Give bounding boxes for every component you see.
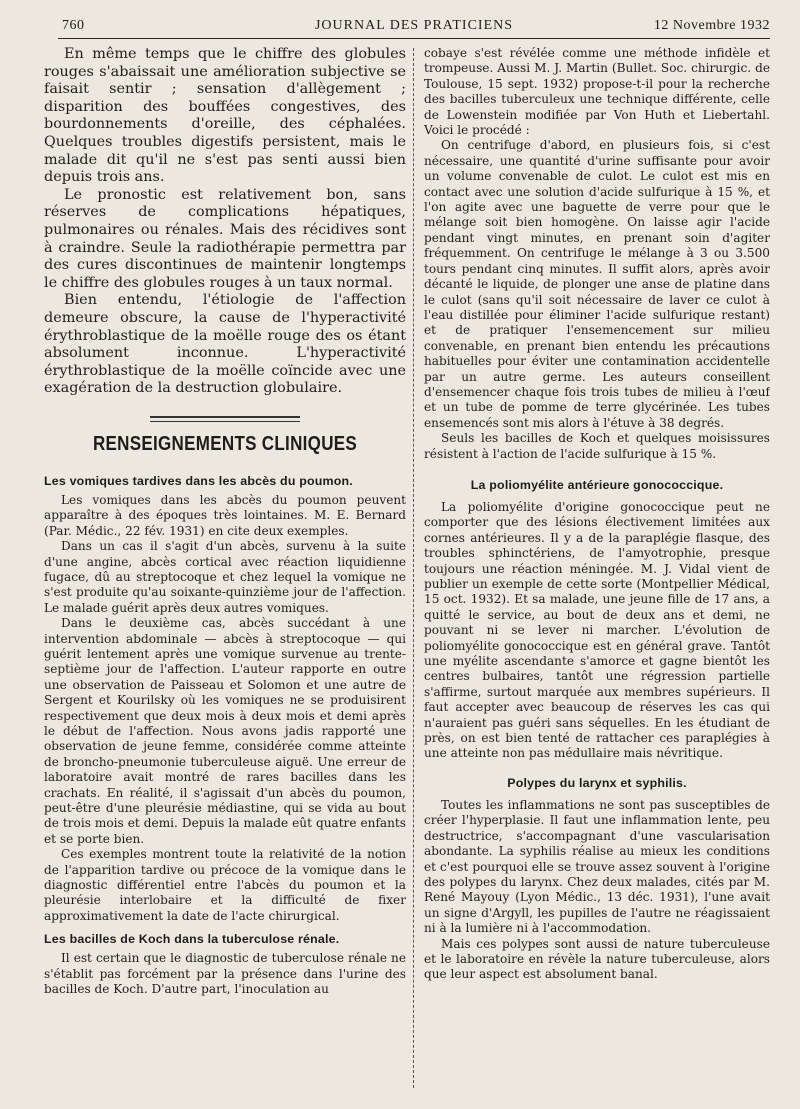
paragraph: cobaye s'est révélée comme une méthode infidèle et trompeuse. Aussi M. J. Martin (Bullet. Soc. chirurgic. de Toulouse, 15 sept. 1932) propose-t-il pour la recherche des bacilles tuberculeux une technique différente, celle de Lowenstein modifiée par Von Huth et Liebertahl. Voici le procédé : — [424, 46, 770, 138]
right-column — [424, 46, 770, 983]
paragraph: Les vomiques dans les abcès du poumon peuvent apparaître à des époques très lointaines. M. E. Bernard (Par. Médic., 22 fév. 1931) en cite deux exemples. — [44, 492, 406, 538]
paragraph: On centrifuge d'abord, en plusieurs fois, si c'est nécessaire, une quantité d'urine suffisante pour avoir un volume convenable de culot. Le culot est mis en contact avec une solution d'acide sulfurique à 15 %, et l'on agite avec une baguette de verre pour que le mélange soit bien homogène. On laisse agir l'acide pendant vingt minutes, en prenant soin d'agiter fréquemment. On centrifuge le mélange à 3 ou 3.500 tours pendant cinq minutes. Il suffit alors, après avoir décanté le liquide, de plonger une anse de platine dans le culot (sans qu'il soit nécessaire de laver ce culot à l'eau distillée pour éliminer l'acide sulfurique restant) et de pratiquer l'ensemencement sur milieu convenable, en prenant bien entendu les précautions habituelles pour éviter une contamination accidentelle par un autre germe. Les auteurs conseillent d'ensemencer chaque fois trois tubes de milieu à l'œuf et un tube de pomme de terre glycérinée. Les tubes ensemencés sont mis alors à l'étuve à 38 degrés. — [424, 138, 770, 430]
page-number: 760 — [62, 18, 85, 33]
paragraph: Seuls les bacilles de Koch et quelques moisissures résistent à l'action de l'acide sulfurique à 15 %. — [424, 431, 770, 461]
column-divider — [413, 48, 414, 1088]
paragraph: En même temps que le chiffre des globules rouges s'abaissait une amélioration subjective se faisait sentir ; sensation d'allègement ; disparition des bouffées congestives, des bourdonnements d'oreille, des céphalées. Quelques troubles digestifs persistent, mais le malade dit qu'il ne s'est pas senti aussi bien depuis trois ans. — [44, 46, 406, 186]
paragraph: Bien entendu, l'étiologie de l'affection demeure obscure, la cause de l'hyperactivité érythroblastique de la moëlle rouge des os étant absolument inconnue. L'hyperactivité érythroblastique de la moëlle coïncide avec une exagération de la destruction globulaire. — [44, 292, 406, 397]
article-heading: Les bacilles de Koch dans la tuberculose rénale. — [44, 932, 340, 947]
article-heading: Polypes du larynx et syphilis. — [507, 775, 687, 790]
article-heading: Les vomiques tardives dans les abcès du poumon. — [44, 473, 353, 488]
paragraph: Toutes les inflammations ne sont pas susceptibles de créer l'hyperplasie. Il faut une inflammation lente, peu destructrice, s'accompagnant d'une vascularisation abondante. La syphilis réalise au mieux les conditions et c'est pourquoi elle se trouve assez souvent à l'origine des polypes du larynx. Chez deux malades, cités par M. René Mayouy (Lyon Médic., 13 déc. 1931), l'une avait un signe d'Argyll, les pupilles de l'autre ne réagissaient ni à la lumière ni à l'accommodation. — [424, 797, 770, 936]
page-header — [58, 18, 770, 39]
paragraph: Le pronostic est relativement bon, sans réserves de complications hépatiques, pulmonaires ou rénales. Mais des récidives sont à craindre. Seule la radiothérapie permettra par des cures discontinues de maintenir longtemps le chiffre des globules rouges à un taux normal. — [44, 186, 406, 291]
paragraph: Ces exemples montrent toute la relativité de la notion de l'apparition tardive ou précoce de la vomique dans le diagnostic différentiel entre l'abcès du poumon et la pleurésie interlobaire et la difficulté de fixer approximativement la date de l'acte chirurgical. — [44, 847, 406, 923]
issue-date: 12 Novembre 1932 — [653, 18, 770, 33]
paragraph: Dans un cas il s'agit d'un abcès, survenu à la suite d'une angine, abcès cortical avec réaction liquidienne fugace, dû au streptocoque et chez lequel la vomique ne s'est produite qu'au soixante-quinzième jour de l'affection. Le malade guérit après deux autres vomiques. — [44, 539, 406, 615]
left-column — [44, 46, 406, 997]
paragraph: Il est certain que le diagnostic de tuberculose rénale ne s'établit pas forcément par la présence dans l'urine des bacilles de Koch. D'autre part, l'inoculation au — [44, 951, 406, 997]
section-title: RENSEIGNEMENTS CLINIQUES — [92, 432, 358, 455]
paragraph: La poliomyélite d'origine gonococcique peut ne comporter que des lésions électivement limitées aux cornes antérieures. Il y a de la paraplégie flasque, des troubles sphinctériens, de l'amyotrophie, presque toujours une réaction méningée. M. J. Vidal vient de publier un exemple de cette sorte (Montpellier Médical, 15 oct. 1932). Et sa malade, une jeune fille de 17 ans, a quitté le service, au bout de deux ans et demi, ne pouvant ni se lever ni marcher. L'évolution de poliomyélite gonococcique est en général grave. Tantôt une myélite ascendante s'amorce et gagne bientôt les centres bulbaires, tantôt une régression partielle s'affirme, surtout marquée aux membres supérieurs. Il faut accepter avec beaucoup de réserves les cas qui n'auraient pas guéri sans séquelles. En les étudiant de près, on est bien tenté de rattacher ces paraplégies à une atteinte non pas médullaire mais névritique. — [424, 499, 770, 761]
paragraph: Mais ces polypes sont aussi de nature tuberculeuse et le laboratoire en révèle la nature tuberculeuse, alors que leur aspect est absolument banal. — [424, 936, 770, 982]
journal-title: JOURNAL DES PRATICIENS — [314, 18, 514, 33]
paragraph: Dans le deuxième cas, abcès succédant à une intervention abdominale — abcès à streptocoque — qui guérit lentement après une vomique survenue au trente-septième jour de l'affection. L'auteur rapporte en outre une observation de Paisseau et Solomon et une autre de Sergent et Kourilsky où les vomiques ne se produisirent respectivement que deux mois à deux mois et demi après le début de l'affection. Nous avons jadis rapporté une observation de jeune femme, considérée comme atteinte de broncho-pneumonie tuberculeuse aiguë. Une erreur de laboratoire avait montré de rares bacilles dans les crachats. En réalité, il s'agissait d'un abcès du poumon, peut-être d'une pleurésie médiastine, qui se vida au bout de trois mois et demi. Depuis la malade eût quatre enfants et se porte bien. — [44, 616, 406, 846]
article-heading: La poliomyélite antérieure gonococcique. — [470, 477, 724, 492]
